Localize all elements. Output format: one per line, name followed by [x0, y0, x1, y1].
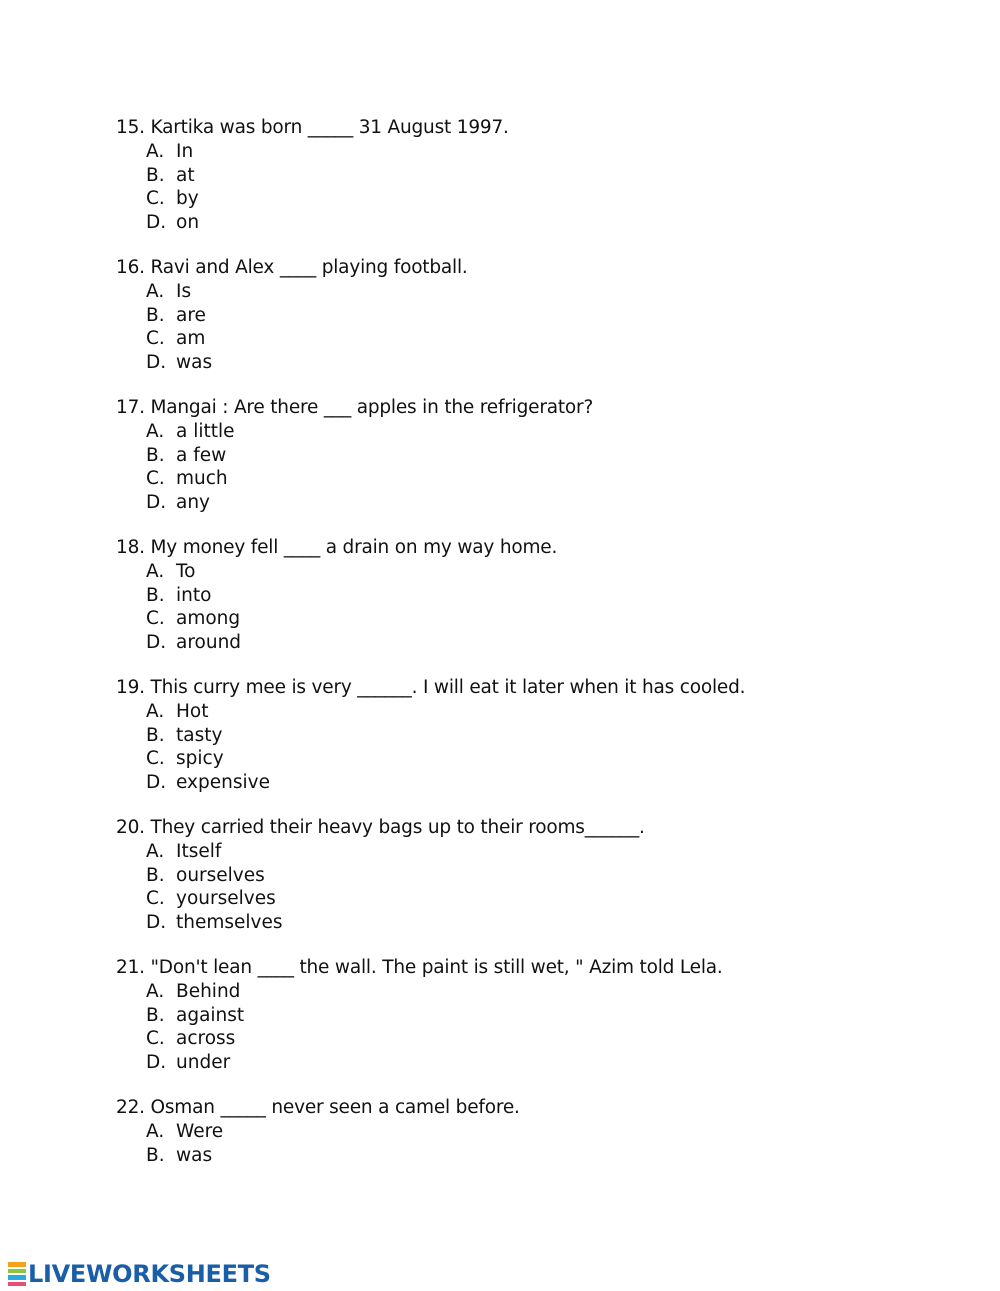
- question-block: [116, 396, 936, 514]
- option-letter: C.: [146, 888, 165, 909]
- option-text: much: [176, 468, 228, 489]
- option-letter: C.: [146, 608, 165, 629]
- question-text: 15. Kartika was born _____ 31 August 1997.: [116, 117, 509, 138]
- option-text: a little: [176, 421, 235, 442]
- option-letter: A.: [146, 141, 165, 162]
- answer-option[interactable]: [146, 1027, 936, 1051]
- answer-option[interactable]: [146, 444, 936, 468]
- option-text: Itself: [176, 841, 222, 862]
- option-letter: D.: [146, 211, 167, 233]
- option-letter: B.: [146, 1144, 165, 1166]
- answer-option[interactable]: [146, 607, 936, 631]
- question-text: 19. This curry mee is very ______. I will eat it later when it has cooled.: [116, 677, 746, 698]
- answer-options: [116, 840, 936, 934]
- question-block: [116, 116, 936, 234]
- answer-options: [116, 700, 936, 794]
- option-letter: C.: [146, 748, 165, 769]
- option-letter: A.: [146, 701, 165, 722]
- question-text: 22. Osman _____ never seen a camel before.: [116, 1097, 520, 1118]
- question-block: [116, 536, 936, 654]
- option-text: In: [176, 141, 194, 162]
- answer-option[interactable]: [146, 887, 936, 911]
- option-text: at: [176, 164, 195, 186]
- option-letter: A.: [146, 421, 165, 442]
- option-text: am: [176, 328, 206, 349]
- option-letter: B.: [146, 724, 165, 746]
- option-letter: D.: [146, 1051, 167, 1073]
- answer-option[interactable]: [146, 211, 936, 235]
- question-text: 20. They carried their heavy bags up to their rooms______.: [116, 817, 645, 838]
- question-block: [116, 1096, 936, 1167]
- option-letter: D.: [146, 631, 167, 653]
- option-letter: D.: [146, 491, 167, 513]
- liveworksheets-logo[interactable]: [8, 1260, 271, 1288]
- option-letter: B.: [146, 1004, 165, 1026]
- logo-stripe: [8, 1282, 26, 1287]
- answer-option[interactable]: [146, 491, 936, 515]
- option-letter: A.: [146, 841, 165, 862]
- option-text: Behind: [176, 981, 241, 1002]
- answer-option[interactable]: [146, 700, 936, 724]
- option-text: any: [176, 491, 211, 513]
- answer-option[interactable]: [146, 327, 936, 351]
- option-letter: C.: [146, 1028, 165, 1049]
- answer-option[interactable]: [146, 1144, 936, 1168]
- option-text: themselves: [176, 911, 283, 933]
- option-text: spicy: [176, 748, 224, 769]
- question-text: 17. Mangai : Are there ___ apples in the refrigerator?: [116, 397, 594, 418]
- answer-options: [116, 140, 936, 234]
- option-text: was: [176, 1144, 213, 1166]
- option-text: by: [176, 188, 199, 209]
- answer-option[interactable]: [146, 164, 936, 188]
- option-text: tasty: [176, 724, 223, 746]
- logo-stripe: [8, 1262, 26, 1267]
- option-text: into: [176, 584, 212, 606]
- option-text: against: [176, 1004, 245, 1026]
- answer-option[interactable]: [146, 304, 936, 328]
- option-text: across: [176, 1028, 236, 1049]
- option-letter: A.: [146, 281, 165, 302]
- answer-option[interactable]: [146, 864, 936, 888]
- logo-stripe: [8, 1275, 26, 1280]
- question-text: 16. Ravi and Alex ____ playing football.: [116, 257, 468, 278]
- answer-option[interactable]: [146, 1051, 936, 1075]
- option-text: among: [176, 608, 241, 629]
- option-text: Is: [176, 281, 192, 302]
- answer-options: [116, 420, 936, 514]
- option-letter: A.: [146, 561, 165, 582]
- answer-option[interactable]: [146, 747, 936, 771]
- answer-options: [116, 980, 936, 1074]
- option-letter: B.: [146, 444, 165, 466]
- answer-option[interactable]: [146, 911, 936, 935]
- option-letter: B.: [146, 864, 165, 886]
- option-letter: A.: [146, 1121, 165, 1142]
- answer-option[interactable]: [146, 1004, 936, 1028]
- answer-option[interactable]: [146, 840, 936, 864]
- option-text: under: [176, 1051, 231, 1073]
- answer-option[interactable]: [146, 584, 936, 608]
- answer-option[interactable]: [146, 724, 936, 748]
- answer-option[interactable]: [146, 280, 936, 304]
- answer-option[interactable]: [146, 1120, 936, 1144]
- answer-option[interactable]: [146, 351, 936, 375]
- option-text: expensive: [176, 771, 270, 793]
- question-text: 21. "Don't lean ____ the wall. The paint is still wet, " Azim told Lela.: [116, 957, 723, 978]
- option-text: around: [176, 631, 242, 653]
- question-text: 18. My money fell ____ a drain on my way home.: [116, 537, 558, 558]
- option-letter: B.: [146, 304, 165, 326]
- answer-option[interactable]: [146, 140, 936, 164]
- answer-options: [116, 560, 936, 654]
- logo-text: LIVEWORKSHEETS: [28, 1260, 271, 1288]
- option-letter: B.: [146, 164, 165, 186]
- option-letter: D.: [146, 771, 167, 793]
- option-letter: C.: [146, 328, 165, 349]
- option-text: yourselves: [176, 888, 276, 909]
- option-letter: C.: [146, 188, 165, 209]
- option-text: a few: [176, 444, 227, 466]
- option-letter: C.: [146, 468, 165, 489]
- option-text: Hot: [176, 701, 209, 722]
- answer-option[interactable]: [146, 560, 936, 584]
- worksheet: [116, 116, 936, 1189]
- answer-option[interactable]: [146, 467, 936, 491]
- question-block: [116, 816, 936, 934]
- question-block: [116, 676, 936, 794]
- option-text: was: [176, 351, 213, 373]
- option-letter: B.: [146, 584, 165, 606]
- answer-option[interactable]: [146, 187, 936, 211]
- question-block: [116, 256, 936, 374]
- option-letter: D.: [146, 911, 167, 933]
- question-block: [116, 956, 936, 1074]
- answer-option[interactable]: [146, 631, 936, 655]
- option-text: To: [176, 561, 196, 582]
- answer-option[interactable]: [146, 420, 936, 444]
- option-letter: A.: [146, 981, 165, 1002]
- option-letter: D.: [146, 351, 167, 373]
- option-text: are: [176, 304, 206, 326]
- logo-stripe: [8, 1269, 26, 1274]
- option-text: on: [176, 211, 200, 233]
- option-text: Were: [176, 1121, 224, 1142]
- answer-option[interactable]: [146, 771, 936, 795]
- answer-options: [116, 1120, 936, 1167]
- logo-mark-icon: [8, 1261, 26, 1287]
- option-text: ourselves: [176, 864, 265, 886]
- answer-options: [116, 280, 936, 374]
- answer-option[interactable]: [146, 980, 936, 1004]
